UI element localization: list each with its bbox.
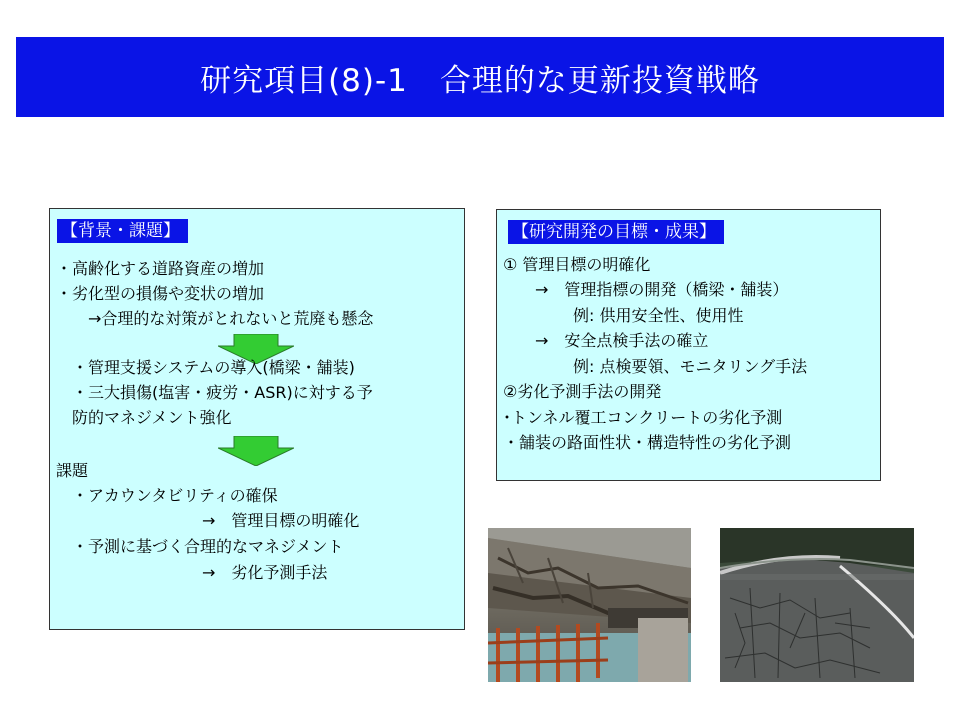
- left-line-9: → 管理目標の明確化: [202, 511, 360, 530]
- left-line-3: →合理的な対策がとれないと荒廃も懸念: [88, 309, 374, 328]
- left-line-11: → 劣化予測手法: [202, 563, 328, 582]
- right-line-4: → 安全点検手法の確立: [535, 331, 709, 350]
- right-line-7: ･トンネル覆工コンクリートの劣化予測: [503, 408, 783, 427]
- background-heading: 【背景・課題】: [57, 219, 188, 243]
- slide-title: 研究項目(8)-1 合理的な更新投資戦略: [200, 62, 760, 99]
- right-line-8: ・舗装の路面性状・構造特性の劣化予測: [503, 433, 792, 452]
- right-line-2: → 管理指標の開発（橋梁・舗装）: [535, 280, 789, 299]
- left-line-4: ・管理支援システムの導入(橋梁・舗装): [72, 358, 355, 377]
- left-line-10: ・予測に基づく合理的なマネジメント: [72, 537, 344, 556]
- left-line-6: 防的マネジメント強化: [72, 408, 232, 427]
- left-line-2: ・劣化型の損傷や変状の増加: [56, 284, 265, 303]
- right-line-5: 例: 点検要領、モニタリング手法: [573, 357, 808, 376]
- left-line-5: ・三大損傷(塩害・疲労・ASR)に対する予: [72, 383, 373, 402]
- right-line-1: ① 管理目標の明確化: [503, 255, 651, 274]
- cracked-pavement-photo: [720, 528, 914, 682]
- left-line-1: ・高齢化する道路資産の増加: [56, 259, 265, 278]
- left-line-8: ・アカウンタビリティの確保: [72, 486, 278, 505]
- background-issues-panel: [49, 208, 465, 630]
- goals-heading: 【研究開発の目標・成果】: [508, 220, 724, 244]
- down-arrow-icon: [218, 436, 294, 466]
- right-line-6: ②劣化予測手法の開発: [503, 382, 662, 401]
- left-line-7: 課題: [56, 461, 89, 480]
- bridge-damage-photo: [488, 528, 691, 682]
- goals-results-panel: [496, 209, 881, 481]
- title-bar: [16, 37, 944, 117]
- right-line-3: 例: 供用安全性、使用性: [573, 306, 744, 325]
